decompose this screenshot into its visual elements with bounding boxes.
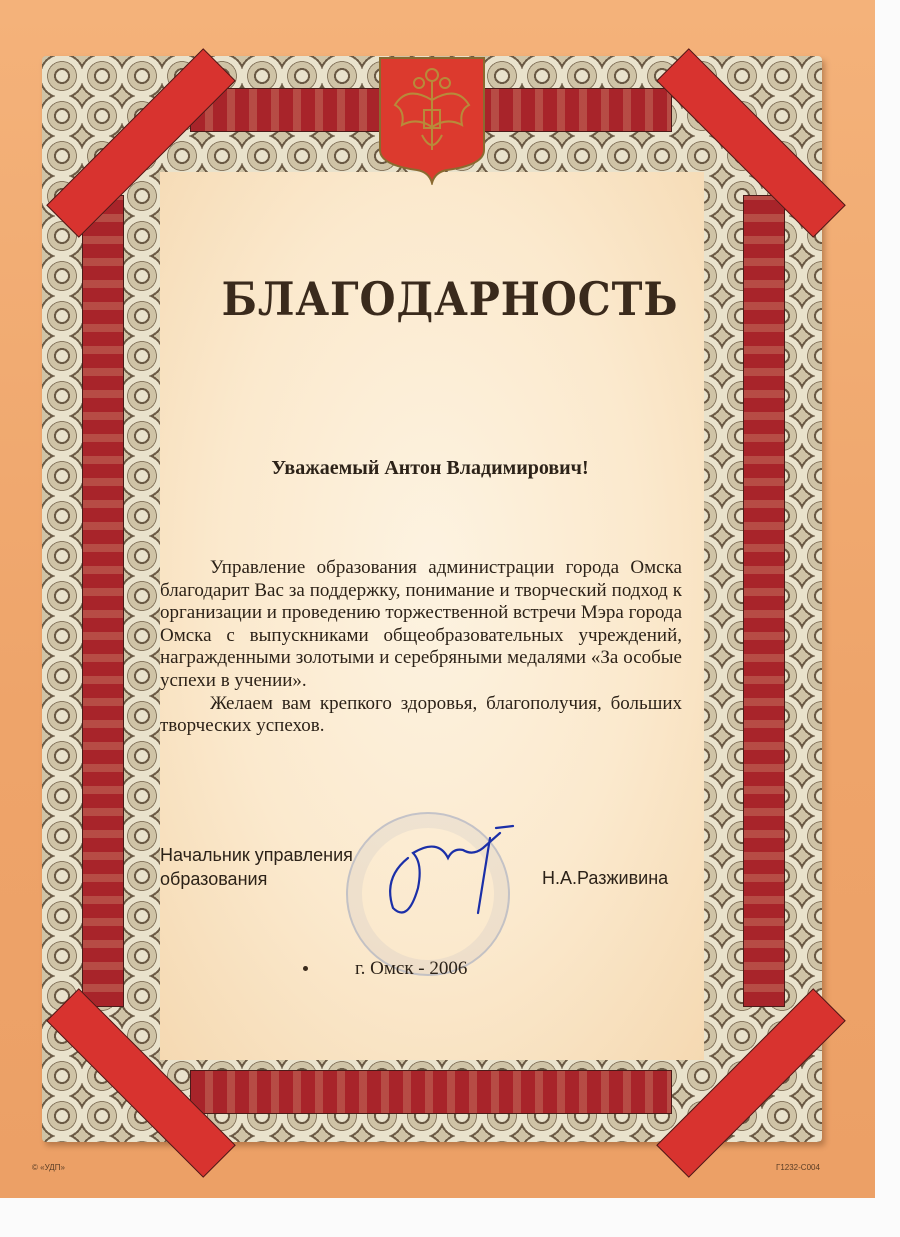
signatory-title-line2: образования — [160, 869, 268, 889]
russian-coat-of-arms-icon — [377, 55, 487, 185]
signatory-title-line1: Начальник управления — [160, 845, 353, 865]
ribbon-bottom — [190, 1070, 672, 1114]
signatory-name: Н.А.Разживина — [542, 868, 669, 888]
handwritten-signature — [378, 818, 518, 928]
bullet-dot — [303, 966, 308, 971]
place-and-date: г. Омск - 2006 — [355, 958, 468, 979]
scan-margin-bottom — [0, 1198, 900, 1237]
product-code: Г1232-С004 — [776, 1163, 820, 1172]
greeting: Уважаемый Антон Владимирович! — [271, 457, 589, 479]
scan-margin-right — [875, 0, 900, 1237]
body-text — [160, 557, 682, 738]
certificate-title: БЛАГОДАРНОСТЬ — [221, 272, 679, 326]
body-paragraph: Желаем вам крепкого здоровья, благополучия, больших творческих успехов. — [160, 692, 682, 737]
body-paragraph: Управление образования администрации города Омска благодарит Вас за поддержку, понимание и творческий подход к организации и проведению торжественной встречи Мэра города Омска с выпускниками общеобразовательных учреждений, награжденными золотыми и серебряными медалями «За особые успехи в учении». — [160, 557, 682, 691]
signatory-title — [160, 843, 353, 891]
copyright-mark: © «УДП» — [32, 1163, 65, 1172]
